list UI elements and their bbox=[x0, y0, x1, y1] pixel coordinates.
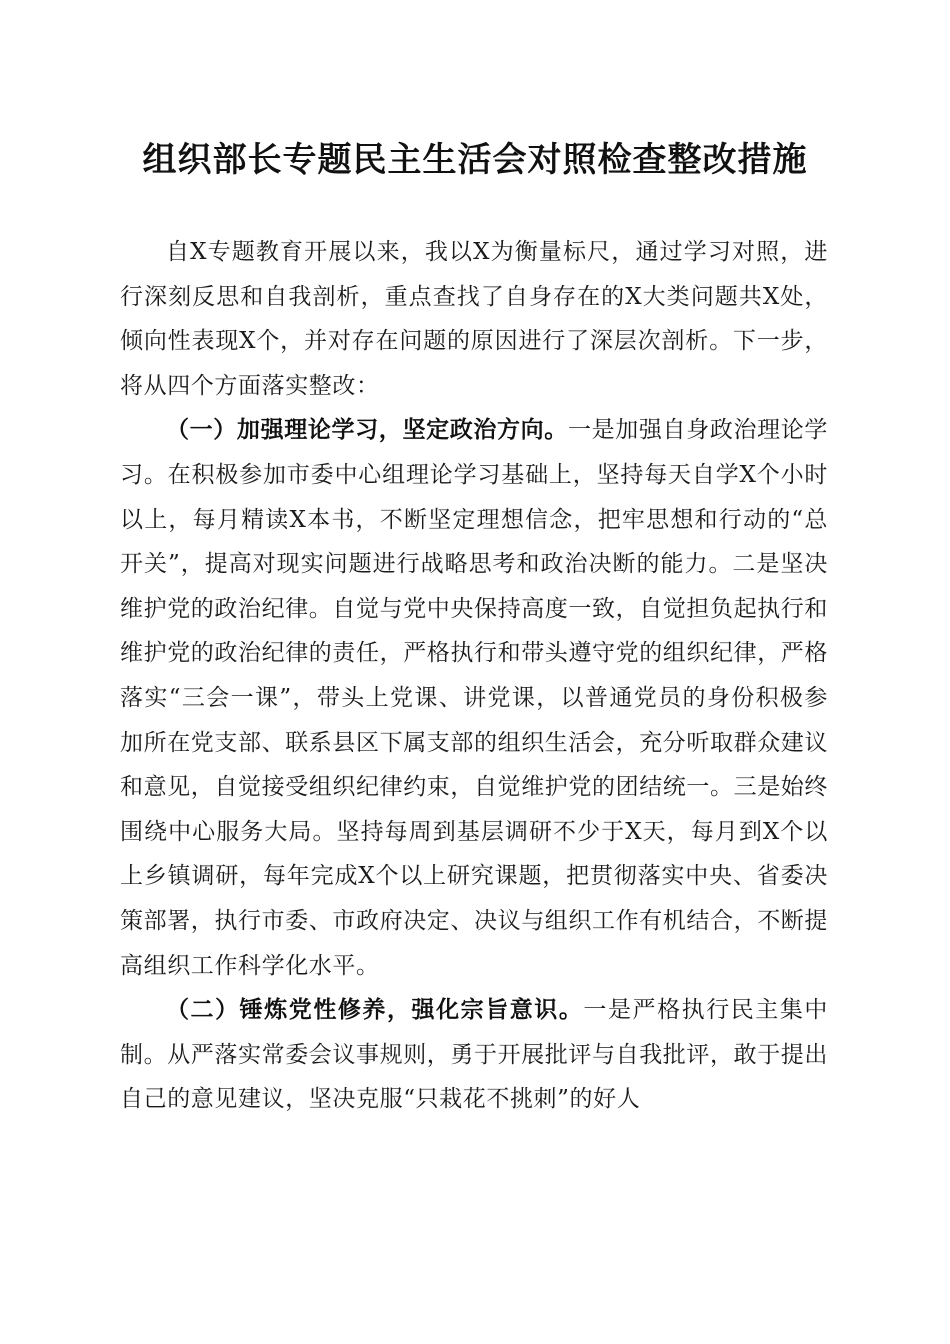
paragraph-section-2 bbox=[120, 988, 828, 1122]
paragraph-section-1 bbox=[120, 408, 828, 988]
document-title: 组织部长专题民主生活会对照检查整改措施 bbox=[142, 140, 808, 180]
paragraph-text: 一是严格执行民主集中制。从严落实常委会议事规则，勇于开展批评与自我批评，敢于提出自己的意见建议，坚决克服“只栽花不挑刺”的好人 bbox=[120, 997, 829, 1113]
paragraph-text: 一是加强自身政治理论学习。在积极参加市委中心组理论学习基础上，坚持每天自学X个小时以上，每月精读X本书，不断坚定理想信念，把牢思想和行动的“总开关”，提高对现实问题进行战略思考和政治决断的能力。二是坚决维护党的政治纪律。自觉与党中央保持高度一致，自觉担负起执行和维护党的政治纪律的责任，严格执行和带头遵守党的组织纪律，严格落实“三会一课”，带头上党课、讲党课，以普通党员的身份积极参加所在党支部、联系县区下属支部的组织生活会，充分听取群众建议和意见，自觉接受组织纪律约束，自觉维护党的团结统一。三是始终围绕中心服务大局。坚持每周到基层调研不少于X天，每月到X个以上乡镇调研，每年完成X个以上研究课题，把贯彻落实中央、省委决策部署，执行市委、市政府决定、决议与组织工作有机结合，不断提高组织工作科学化水平。 bbox=[120, 417, 828, 979]
section-heading: （二）锤炼党性修养，强化宗旨意识。 bbox=[166, 996, 584, 1024]
document-body bbox=[120, 230, 828, 1122]
section-heading: （一）加强理论学习，坚定政治方向。 bbox=[166, 416, 568, 444]
paragraph-text: 自X专题教育开展以来，我以X为衡量标尺，通过学习对照，进行深刻反思和自我剖析，重点查找了自身存在的X大类问题共X处，倾向性表现X个，并对存在问题的原因进行了深层次剖析。下一步，将从四个方面落实整改： bbox=[120, 239, 828, 399]
paragraph-intro bbox=[120, 230, 828, 408]
